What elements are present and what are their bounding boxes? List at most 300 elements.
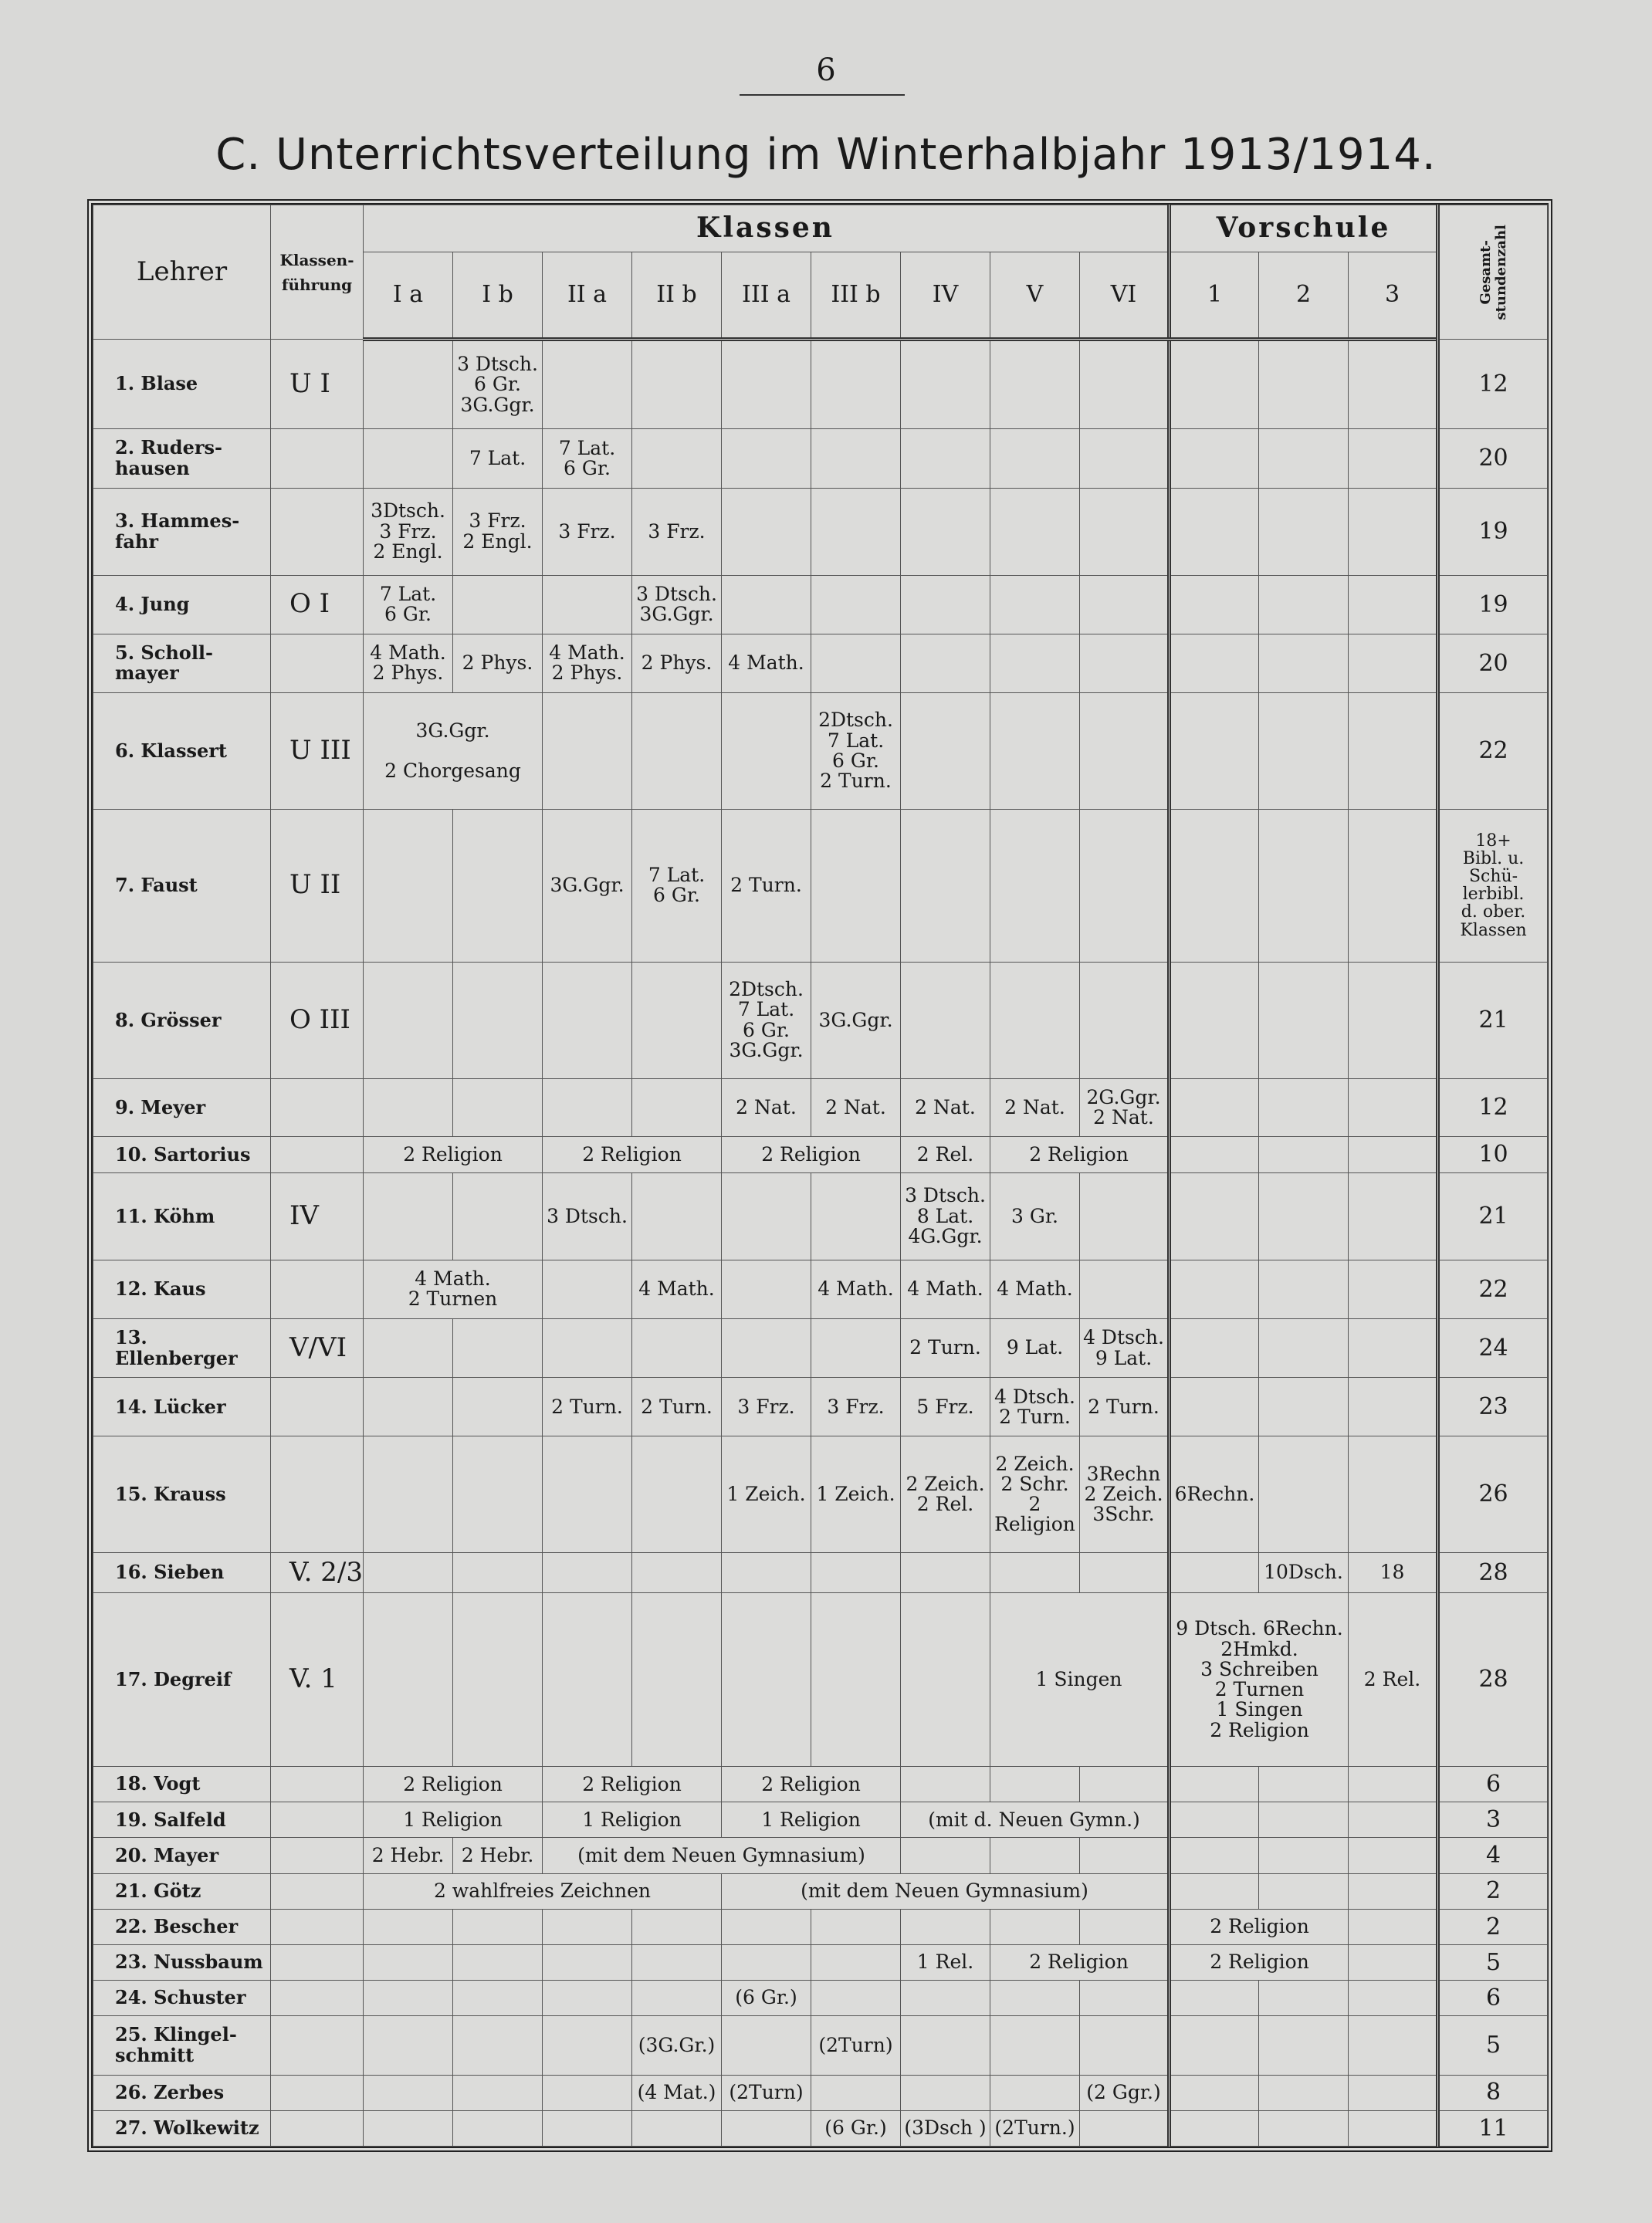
- lesson-cell: 3 Dtsch.: [543, 1172, 632, 1260]
- total-hours: 20: [1438, 634, 1548, 692]
- lesson-cell: [811, 488, 901, 575]
- lesson-cell: 2 Religion: [364, 1767, 543, 1802]
- lesson-cell: [453, 1378, 543, 1436]
- lesson-cell: [543, 2110, 632, 2146]
- lesson-cell: [990, 1909, 1080, 1944]
- lesson-cell: 1 Religion: [722, 1802, 901, 1838]
- teacher-name: 10. Sartorius: [93, 1137, 271, 1172]
- total-hours: 6: [1438, 1767, 1548, 1802]
- lesson-cell: [364, 1078, 453, 1137]
- lesson-cell: [543, 1436, 632, 1553]
- header-column-vorschule-10: 1: [1170, 252, 1259, 340]
- teacher-name: 20. Mayer: [93, 1838, 271, 1873]
- lesson-cell: [1170, 1318, 1259, 1377]
- lesson-cell: [1080, 1552, 1170, 1592]
- lesson-cell: [1349, 1981, 1438, 2016]
- header-column-klasse-1: I a: [364, 252, 453, 340]
- total-hours: 18+ Bibl. u. Schü- lerbibl. d. ober. Klassen: [1438, 809, 1548, 962]
- teacher-name: 14. Lücker: [93, 1378, 271, 1436]
- lesson-cell: [1170, 809, 1259, 962]
- lesson-cell: [1259, 1873, 1349, 1909]
- lesson-cell: 2 Hebr.: [364, 1838, 453, 1873]
- lesson-cell: 2 Religion: [543, 1137, 722, 1172]
- lesson-cell: (2Turn): [722, 2075, 811, 2110]
- lesson-cell: [1170, 429, 1259, 488]
- lesson-cell: [990, 429, 1080, 488]
- teacher-name: 17. Degreif: [93, 1592, 271, 1766]
- lesson-cell: [901, 2075, 990, 2110]
- lesson-cell: [1080, 340, 1170, 429]
- lesson-cell: [1170, 1873, 1259, 1909]
- lesson-cell: [1080, 1838, 1170, 1873]
- lesson-cell: [990, 962, 1080, 1078]
- lesson-cell: [901, 634, 990, 692]
- teacher-name: 22. Bescher: [93, 1909, 271, 1944]
- lesson-cell: 2 Religion: [364, 1137, 543, 1172]
- lesson-cell: [1080, 1767, 1170, 1802]
- table-row: [93, 488, 1548, 575]
- header-column-vorschule-11: 2: [1259, 252, 1349, 340]
- header-column-klasse-2: I b: [453, 252, 543, 340]
- klassenfuehrung-cell: V. 2/3: [271, 1552, 364, 1592]
- lesson-cell: [722, 693, 811, 810]
- teacher-name: 9. Meyer: [93, 1078, 271, 1137]
- lesson-cell: [1259, 1767, 1349, 1802]
- lesson-cell: 9 Dtsch. 6Rechn. 2Hmkd. 3 Schreiben 2 Turnen 1 Singen 2 Religion: [1170, 1592, 1349, 1766]
- header-column-klasse-3: II a: [543, 252, 632, 340]
- table-row: [93, 634, 1548, 692]
- lesson-cell: [543, 340, 632, 429]
- lesson-cell: 2 Nat.: [990, 1078, 1080, 1137]
- lesson-cell: 2 Religion: [1170, 1944, 1349, 1980]
- table-row: [93, 1378, 1548, 1436]
- header-column-klasse-4: II b: [632, 252, 722, 340]
- lesson-cell: [364, 962, 453, 1078]
- total-hours: 21: [1438, 1172, 1548, 1260]
- header-gesamtstundenzahl: [1438, 205, 1548, 340]
- table-row: [93, 1260, 1548, 1318]
- lesson-cell: 4 Math.: [722, 634, 811, 692]
- lesson-cell: (4 Mat.): [632, 2075, 722, 2110]
- lesson-cell: [632, 340, 722, 429]
- lesson-cell: [364, 1944, 453, 1980]
- total-hours: 23: [1438, 1378, 1548, 1436]
- lesson-cell: 4 Math. 2 Turnen: [364, 1260, 543, 1318]
- lesson-cell: [1080, 1981, 1170, 2016]
- lesson-cell: [990, 693, 1080, 810]
- header-klassen: Klassen: [364, 205, 1170, 252]
- lesson-cell: (3G.Gr.): [632, 2016, 722, 2075]
- header-column-klasse-5: III a: [722, 252, 811, 340]
- lesson-cell: [722, 340, 811, 429]
- lesson-cell: [722, 1592, 811, 1766]
- header-column-klasse-9: VI: [1080, 252, 1170, 340]
- lesson-cell: 7 Lat. 6 Gr.: [632, 809, 722, 962]
- lesson-cell: [1349, 1802, 1438, 1838]
- lesson-cell: [1259, 1838, 1349, 1873]
- table-row: [93, 2075, 1548, 2110]
- lesson-cell: [632, 1172, 722, 1260]
- lesson-cell: 2 Turn.: [722, 809, 811, 962]
- lesson-cell: 2 Religion: [722, 1137, 901, 1172]
- lesson-cell: [364, 1172, 453, 1260]
- klassenfuehrung-cell: [271, 1873, 364, 1909]
- lesson-cell: [1170, 340, 1259, 429]
- lesson-cell: [990, 634, 1080, 692]
- lesson-cell: 2 Turn.: [1080, 1378, 1170, 1436]
- lesson-cell: [1080, 429, 1170, 488]
- lesson-cell: 3 Dtsch. 3G.Ggr.: [632, 575, 722, 634]
- lesson-cell: 3G.Ggr.: [543, 809, 632, 962]
- lesson-cell: 3 Gr.: [990, 1172, 1080, 1260]
- lesson-cell: [1170, 2110, 1259, 2146]
- lesson-cell: 2 Nat.: [722, 1078, 811, 1137]
- lesson-cell: 2 Nat.: [811, 1078, 901, 1137]
- lesson-cell: 18: [1349, 1552, 1438, 1592]
- lesson-cell: [1080, 962, 1170, 1078]
- lesson-cell: [1170, 1767, 1259, 1802]
- lesson-cell: 4 Math. 2 Phys.: [364, 634, 453, 692]
- klassenfuehrung-cell: U II: [271, 809, 364, 962]
- lesson-cell: 3G.Ggr. 2 Chorgesang: [364, 693, 543, 810]
- lesson-cell: [1349, 1378, 1438, 1436]
- lesson-cell: [364, 429, 453, 488]
- lesson-cell: [1170, 1260, 1259, 1318]
- teacher-name: 16. Sieben: [93, 1552, 271, 1592]
- lesson-cell: [990, 809, 1080, 962]
- lesson-cell: (2Turn): [811, 2016, 901, 2075]
- lesson-cell: 10Dsch.: [1259, 1552, 1349, 1592]
- lesson-cell: 2 Phys.: [632, 634, 722, 692]
- lesson-cell: [1080, 1909, 1170, 1944]
- lesson-cell: [1259, 1436, 1349, 1553]
- lesson-cell: [453, 1552, 543, 1592]
- lesson-cell: [811, 809, 901, 962]
- lesson-cell: 2 Hebr.: [453, 1838, 543, 1873]
- page-title: C. Unterrichtsverteilung im Winterhalbjahr 1913/1914.: [215, 130, 1437, 180]
- lesson-cell: [632, 1944, 722, 1980]
- total-hours: 22: [1438, 1260, 1548, 1318]
- lesson-cell: [1170, 2016, 1259, 2075]
- teacher-name: 26. Zerbes: [93, 2075, 271, 2110]
- lesson-cell: 2 Turn.: [543, 1378, 632, 1436]
- lesson-cell: [1349, 1318, 1438, 1377]
- lesson-cell: 1 Zeich.: [722, 1436, 811, 1553]
- lesson-cell: [1170, 962, 1259, 1078]
- header-klassenfuehrung: Klassen- führung: [271, 205, 364, 340]
- lesson-cell: [990, 1981, 1080, 2016]
- page-number: 6: [816, 52, 836, 88]
- lesson-cell: [1170, 1078, 1259, 1137]
- lesson-cell: [453, 809, 543, 962]
- schedule-table: [93, 205, 1548, 2147]
- lesson-cell: [722, 488, 811, 575]
- lesson-cell: [632, 1078, 722, 1137]
- klassenfuehrung-cell: [271, 1260, 364, 1318]
- lesson-cell: (mit dem Neuen Gymnasium): [543, 1838, 901, 1873]
- table-row: [93, 962, 1548, 1078]
- lesson-cell: (mit dem Neuen Gymnasium): [722, 1873, 1170, 1909]
- lesson-cell: 4 Math. 2 Phys.: [543, 634, 632, 692]
- lesson-cell: [543, 1981, 632, 2016]
- lesson-cell: [1259, 634, 1349, 692]
- lesson-cell: [632, 1436, 722, 1553]
- lesson-cell: [1349, 1944, 1438, 1980]
- lesson-cell: [632, 962, 722, 1078]
- lesson-cell: 3 Frz.: [632, 488, 722, 575]
- lesson-cell: [632, 1909, 722, 1944]
- total-hours: 4: [1438, 1838, 1548, 1873]
- lesson-cell: [1080, 488, 1170, 575]
- lesson-cell: [901, 2016, 990, 2075]
- lesson-cell: [543, 1592, 632, 1766]
- teacher-name: 5. Scholl- mayer: [93, 634, 271, 692]
- lesson-cell: 3 Frz.: [811, 1378, 901, 1436]
- lesson-cell: [1170, 1981, 1259, 2016]
- lesson-cell: 1 Religion: [543, 1802, 722, 1838]
- teacher-name: 12. Kaus: [93, 1260, 271, 1318]
- lesson-cell: [1349, 1909, 1438, 1944]
- total-hours: 12: [1438, 1078, 1548, 1137]
- table-row: [93, 1436, 1548, 1553]
- klassenfuehrung-cell: [271, 1838, 364, 1873]
- total-hours: 2: [1438, 1873, 1548, 1909]
- table-row: [93, 575, 1548, 634]
- table-row: [93, 1078, 1548, 1137]
- lesson-cell: 2 Religion: [990, 1944, 1170, 1980]
- lesson-cell: [811, 429, 901, 488]
- lesson-cell: [453, 2016, 543, 2075]
- klassenfuehrung-cell: [271, 1078, 364, 1137]
- lesson-cell: 4 Math.: [990, 1260, 1080, 1318]
- klassenfuehrung-cell: [271, 1944, 364, 1980]
- lesson-cell: 1 Religion: [364, 1802, 543, 1838]
- lesson-cell: [1349, 634, 1438, 692]
- klassenfuehrung-cell: [271, 1981, 364, 2016]
- lesson-cell: [722, 575, 811, 634]
- teacher-name: 21. Götz: [93, 1873, 271, 1909]
- lesson-cell: 3Dtsch. 3 Frz. 2 Engl.: [364, 488, 453, 575]
- lesson-cell: [543, 693, 632, 810]
- klassenfuehrung-cell: [271, 1378, 364, 1436]
- table-row: [93, 1873, 1548, 1909]
- total-hours: 22: [1438, 693, 1548, 810]
- lesson-cell: [364, 2075, 453, 2110]
- lesson-cell: [1349, 1137, 1438, 1172]
- lesson-cell: [543, 1909, 632, 1944]
- lesson-cell: 3 Frz. 2 Engl.: [453, 488, 543, 575]
- header-column-klasse-6: III b: [811, 252, 901, 340]
- lesson-cell: [1259, 1378, 1349, 1436]
- lesson-cell: 2 Rel.: [1349, 1592, 1438, 1766]
- lesson-cell: [811, 575, 901, 634]
- lesson-cell: [543, 1318, 632, 1377]
- lesson-cell: [722, 1909, 811, 1944]
- klassenfuehrung-cell: IV: [271, 1172, 364, 1260]
- lesson-cell: 6Rechn.: [1170, 1436, 1259, 1553]
- table-row: [93, 1592, 1548, 1766]
- lesson-cell: [1170, 2075, 1259, 2110]
- klassenfuehrung-cell: [271, 2075, 364, 2110]
- lesson-cell: [453, 962, 543, 1078]
- table-row: [93, 429, 1548, 488]
- lesson-cell: [1170, 1838, 1259, 1873]
- table-row: [93, 2110, 1548, 2146]
- lesson-cell: 4 Dtsch. 9 Lat.: [1080, 1318, 1170, 1377]
- total-hours: 5: [1438, 2016, 1548, 2075]
- lesson-cell: 2 Nat.: [901, 1078, 990, 1137]
- lesson-cell: 3Rechn 2 Zeich. 3Schr.: [1080, 1436, 1170, 1553]
- lesson-cell: [543, 575, 632, 634]
- klassenfuehrung-cell: [271, 2110, 364, 2146]
- lesson-cell: [1349, 1172, 1438, 1260]
- lesson-cell: 9 Lat.: [990, 1318, 1080, 1377]
- klassenfuehrung-cell: V. 1: [271, 1592, 364, 1766]
- lesson-cell: 2 wahlfreies Zeichnen: [364, 1873, 722, 1909]
- lesson-cell: [364, 1436, 453, 1553]
- lesson-cell: [811, 1318, 901, 1377]
- lesson-cell: [1349, 2110, 1438, 2146]
- lesson-cell: [1349, 1767, 1438, 1802]
- lesson-cell: [811, 1552, 901, 1592]
- table-row: [93, 1838, 1548, 1873]
- lesson-cell: [901, 429, 990, 488]
- lesson-cell: [543, 1552, 632, 1592]
- lesson-cell: [364, 1378, 453, 1436]
- teacher-name: 4. Jung: [93, 575, 271, 634]
- lesson-cell: [453, 1318, 543, 1377]
- lesson-cell: [453, 2075, 543, 2110]
- lesson-cell: (3Dsch ): [901, 2110, 990, 2146]
- header-column-klasse-8: V: [990, 252, 1080, 340]
- lesson-cell: [543, 1944, 632, 1980]
- lesson-cell: [811, 2075, 901, 2110]
- lesson-cell: 3 Dtsch. 8 Lat. 4G.Ggr.: [901, 1172, 990, 1260]
- klassenfuehrung-cell: U III: [271, 693, 364, 810]
- teacher-name: 23. Nussbaum: [93, 1944, 271, 1980]
- lesson-cell: 1 Zeich.: [811, 1436, 901, 1553]
- lesson-cell: [990, 1552, 1080, 1592]
- lesson-cell: [1259, 2110, 1349, 2146]
- lesson-cell: [722, 1318, 811, 1377]
- table-row: [93, 1318, 1548, 1377]
- teacher-name: 3. Hammes- fahr: [93, 488, 271, 575]
- lesson-cell: [901, 488, 990, 575]
- lesson-cell: 2 Rel.: [901, 1137, 990, 1172]
- header-vorschule: Vorschule: [1170, 205, 1438, 252]
- lesson-cell: [1170, 575, 1259, 634]
- klassenfuehrung-cell: [271, 488, 364, 575]
- teacher-name: 13. Ellenberger: [93, 1318, 271, 1377]
- lesson-cell: [901, 693, 990, 810]
- teacher-name: 24. Schuster: [93, 1981, 271, 2016]
- lesson-cell: [1080, 575, 1170, 634]
- lesson-cell: (6 Gr.): [722, 1981, 811, 2016]
- lesson-cell: [1349, 1078, 1438, 1137]
- lesson-cell: [364, 340, 453, 429]
- lesson-cell: [453, 575, 543, 634]
- lesson-cell: [901, 1981, 990, 2016]
- lesson-cell: [1080, 2016, 1170, 2075]
- header-column-vorschule-12: 3: [1349, 252, 1438, 340]
- lesson-cell: 2 Religion: [722, 1767, 901, 1802]
- lesson-cell: [453, 1592, 543, 1766]
- teacher-name: 11. Köhm: [93, 1172, 271, 1260]
- lesson-cell: [1259, 1802, 1349, 1838]
- total-hours: 6: [1438, 1981, 1548, 2016]
- lesson-cell: 7 Lat. 6 Gr.: [543, 429, 632, 488]
- lesson-cell: [1170, 693, 1259, 810]
- table-row: [93, 340, 1548, 429]
- total-hours: 26: [1438, 1436, 1548, 1553]
- lesson-cell: [1349, 2075, 1438, 2110]
- lesson-cell: [722, 2110, 811, 2146]
- total-hours: 19: [1438, 488, 1548, 575]
- lesson-cell: [1259, 340, 1349, 429]
- total-hours: 19: [1438, 575, 1548, 634]
- lesson-cell: [1259, 1172, 1349, 1260]
- lesson-cell: 4 Math.: [632, 1260, 722, 1318]
- table-row: [93, 2016, 1548, 2075]
- lesson-cell: [1259, 488, 1349, 575]
- lesson-cell: [990, 1838, 1080, 1873]
- lesson-cell: [543, 2075, 632, 2110]
- lesson-cell: 2 Religion: [543, 1767, 722, 1802]
- table-row: [93, 1802, 1548, 1838]
- table-row: [93, 693, 1548, 810]
- lesson-cell: [990, 2075, 1080, 2110]
- lesson-cell: [1080, 1172, 1170, 1260]
- lesson-cell: [901, 962, 990, 1078]
- lesson-cell: [990, 1767, 1080, 1802]
- total-hours: 8: [1438, 2075, 1548, 2110]
- table-row: [93, 809, 1548, 962]
- lesson-cell: [901, 575, 990, 634]
- lesson-cell: [453, 1981, 543, 2016]
- lesson-cell: [364, 1552, 453, 1592]
- lesson-cell: 7 Lat.: [453, 429, 543, 488]
- klassenfuehrung-cell: U I: [271, 340, 364, 429]
- lesson-cell: [1349, 488, 1438, 575]
- header-gesamt-label: Gesamt- stundenzahl: [1477, 224, 1509, 320]
- lesson-cell: (2Turn.): [990, 2110, 1080, 2146]
- lesson-cell: 2Dtsch. 7 Lat. 6 Gr. 3G.Ggr.: [722, 962, 811, 1078]
- total-hours: 3: [1438, 1802, 1548, 1838]
- lesson-cell: [1170, 1172, 1259, 1260]
- total-hours: 20: [1438, 429, 1548, 488]
- lesson-cell: 2 Turn.: [632, 1378, 722, 1436]
- lesson-cell: [1259, 962, 1349, 1078]
- lesson-cell: [632, 1552, 722, 1592]
- teacher-name: 15. Krauss: [93, 1436, 271, 1553]
- lesson-cell: [1170, 1378, 1259, 1436]
- lesson-cell: [1259, 693, 1349, 810]
- lesson-cell: 4 Dtsch. 2 Turn.: [990, 1378, 1080, 1436]
- total-hours: 28: [1438, 1592, 1548, 1766]
- lesson-cell: [1259, 2016, 1349, 2075]
- total-hours: 28: [1438, 1552, 1548, 1592]
- lesson-cell: [722, 1552, 811, 1592]
- lesson-cell: 1 Singen: [990, 1592, 1170, 1766]
- lesson-cell: [453, 2110, 543, 2146]
- lesson-cell: [1170, 1802, 1259, 1838]
- lesson-cell: 7 Lat. 6 Gr.: [364, 575, 453, 634]
- lesson-cell: [811, 1909, 901, 1944]
- klassenfuehrung-cell: O I: [271, 575, 364, 634]
- klassenfuehrung-cell: [271, 1802, 364, 1838]
- lesson-cell: [364, 1909, 453, 1944]
- lesson-cell: [543, 962, 632, 1078]
